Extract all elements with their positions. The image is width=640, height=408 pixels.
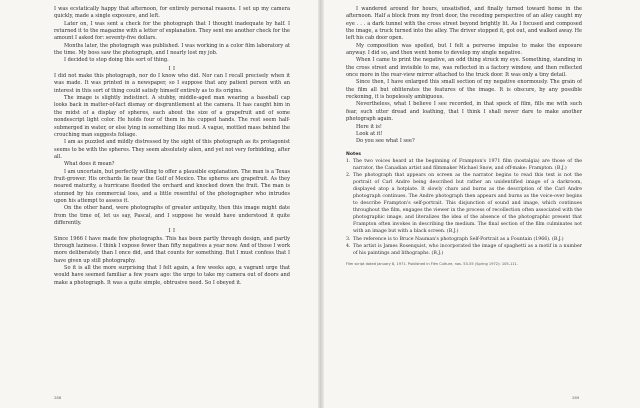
- paragraph: Here it is!: [356, 123, 382, 130]
- note-item: [346, 172, 582, 236]
- note-number: 3.: [346, 236, 351, 242]
- left-section-2: [54, 73, 290, 227]
- paragraph: The image is slightly indistinct. A stubby, middle-aged man wearing a baseball cap looks back in matter-of-fact dismay or disgruntlement at the camera. It has caught him in the midst of a display of spheres, each about the size of a grapefruit and of some nondescript light color. He holds four of them in his cupped hands. The rest seem half-submerged in water, or else lying in something like mud. A vague, mottled mass behind the crouching man suggests foliage.: [54, 95, 290, 138]
- right-page-number: 289: [572, 395, 580, 400]
- note-number: 1.: [346, 158, 351, 164]
- paragraph: My composition was spoiled, but I felt a perverse impulse to make the exposure anyway. I did so, and then went home to develop my single negative.: [346, 42, 582, 57]
- left-page: [54, 6, 290, 402]
- paragraph: Look at it!: [356, 130, 383, 137]
- paragraph: Later on, I was sent a check for the photograph that I thought inadequate by half. I returned it to the magazine with a letter of explanation. They sent me another check for the amount I asked for: seventy-five dollars.: [54, 20, 290, 42]
- note-item: [346, 243, 582, 257]
- paragraph: I decided to stop doing this sort of thing.: [64, 57, 169, 64]
- publication-credit: Film script dated January 8, 1971. Published in Film Culture, nos. 53-55 (Spring 1972): 105-111.: [346, 261, 518, 266]
- left-page-number: 288: [54, 395, 62, 400]
- paragraph: I did not make this photograph, nor do I know who did. Nor can I recall precisely when it was made. It was printed in a newspaper, so I suppose that any patient person with an interest in this sort of thing could satisfy himself entirely as to its origins.: [54, 73, 290, 94]
- paragraph: Since then, I have enlarged this small section of my negative enormously. The grain of the film all but obliterates the features of the image. It is obscure, by any possible reckoning, it is hopelessly ambiguous.: [346, 79, 582, 101]
- paragraph: I am uncertain, but perfectly willing to offer a plausible explanation. The man is a Texas fruit-grower. His orchards lie near the Gulf of Mexico. The spheres are grapefruit. As they neared maturity, a hurricane flooded the orchard and knocked down the fruit. The man is stunned by his commercial loss, and a little resentful of the photographer who intrudes upon his attempt to assess it.: [54, 168, 290, 204]
- note-item: [346, 158, 582, 172]
- section-marker: I I: [168, 228, 176, 235]
- notes-list: [346, 158, 582, 257]
- note-text: The artist is James Rosenquist, who incorporated the image of spaghetti as a motif in a number of his paintings and lithographs. (B.J.): [353, 243, 582, 256]
- note-text: The photograph that appears on screen as the narrator begins to read this text is not the portrait of Carl Andre being described but rather an unidentified image of a darkroom, displayed atop a hotplate. It slowly chars and burns as the description of the Carl Andre photograph continues. The Andre photograph then appears and burns as the voice-over begins to describe Frampton's self-portrait. This disjunction of sound and image, which continues throughout the film, engages the viewer in the process of recollection often associated with the photographic image, and literalizes the idea of the absence of the photographic present that Frampton often invokes in describing the medium. The final section of the film culminates not with an image but with a black screen. (B.J.): [353, 172, 582, 235]
- paragraph: Nevertheless, what I believe I see recorded, in that speck of film, fills me with such fear, such utter dread and loathing, that I think I shall never dare to make another photograph again.: [346, 101, 582, 123]
- note-text: The reference is to Bruce Nauman's photograph Self-Portrait as a Fountain (1966). (B.J.): [353, 236, 564, 242]
- book-gutter: [318, 0, 324, 408]
- note-item: [346, 236, 582, 243]
- paragraph: On the other hand, were photographs of greater antiquity, then this image might date from the time of, let us say, Pascal, and I suppose he would have understood it quite differently.: [54, 205, 290, 226]
- paragraph: I was ecstatically happy that afternoon, for entirely personal reasons. I set up my camera quickly, made a single exposure, and left.: [54, 6, 290, 20]
- right-page: [346, 6, 582, 402]
- note-text: The two voices heard at the beginning of Frampton's 1971 film (nostalgia) are those of the narrator, the Canadian artist and filmmaker Michael Snow, and off-make: Frampton. (B.J.): [353, 158, 582, 171]
- paragraph: I wandered around for hours, unsatisfied, and finally turned toward home in the afternoon. Half a block from my front door, the receding perspective of an alley caught my eye . . . a dark tunnel with the cross street beyond brightly lit. As I focused and composed the image, a truck turned into the alley. The driver stopped it, got out, and walked away. He left his cab door open.: [346, 6, 582, 42]
- paragraph: Do you see what I see?: [356, 138, 415, 145]
- left-section-3: [54, 236, 290, 287]
- paragraph: I am as puzzled and mildly distressed by the sight of this photograph as its protagonist seems to be with the spheres. They seem absolutely alien, and yet not very forbidding, after all.: [54, 139, 290, 160]
- note-number: 4.: [346, 243, 351, 249]
- left-section-1: [54, 6, 290, 65]
- paragraph: Months later, the photograph was published. I was working in a color film laboratory at the time. My boss saw the photograph, and I nearly lost my job.: [54, 42, 290, 57]
- notes-heading: Notes: [346, 151, 362, 157]
- paragraph: Since 1966 I have made few photographs. This has been partly through design, and partly through laziness. I think I expose fewer than fifty negatives a year now. And of those I work more deliberately than I once did, and that counts for something. But I must confess that I have given up still photography.: [54, 235, 290, 264]
- section-marker: I I: [168, 65, 176, 72]
- paragraph: When I came to print the negative, an odd thing struck my eye. Something, standing in the cross street and invisible to me, was reflected in a factory window, and then reflected once more in the rear-view mirror attached to the truck door. It was only a tiny detail.: [346, 57, 582, 79]
- paragraph: So it is all the more surprising that I felt again, a few weeks ago, a vagrant urge that would have seemed familiar a few years ago: the urge to take my camera out of doors and make a photograph. It was a quite simple, obtrusive need. So I obeyed it.: [54, 265, 290, 286]
- paragraph: What does it mean?: [64, 161, 115, 168]
- note-number: 2.: [346, 172, 351, 178]
